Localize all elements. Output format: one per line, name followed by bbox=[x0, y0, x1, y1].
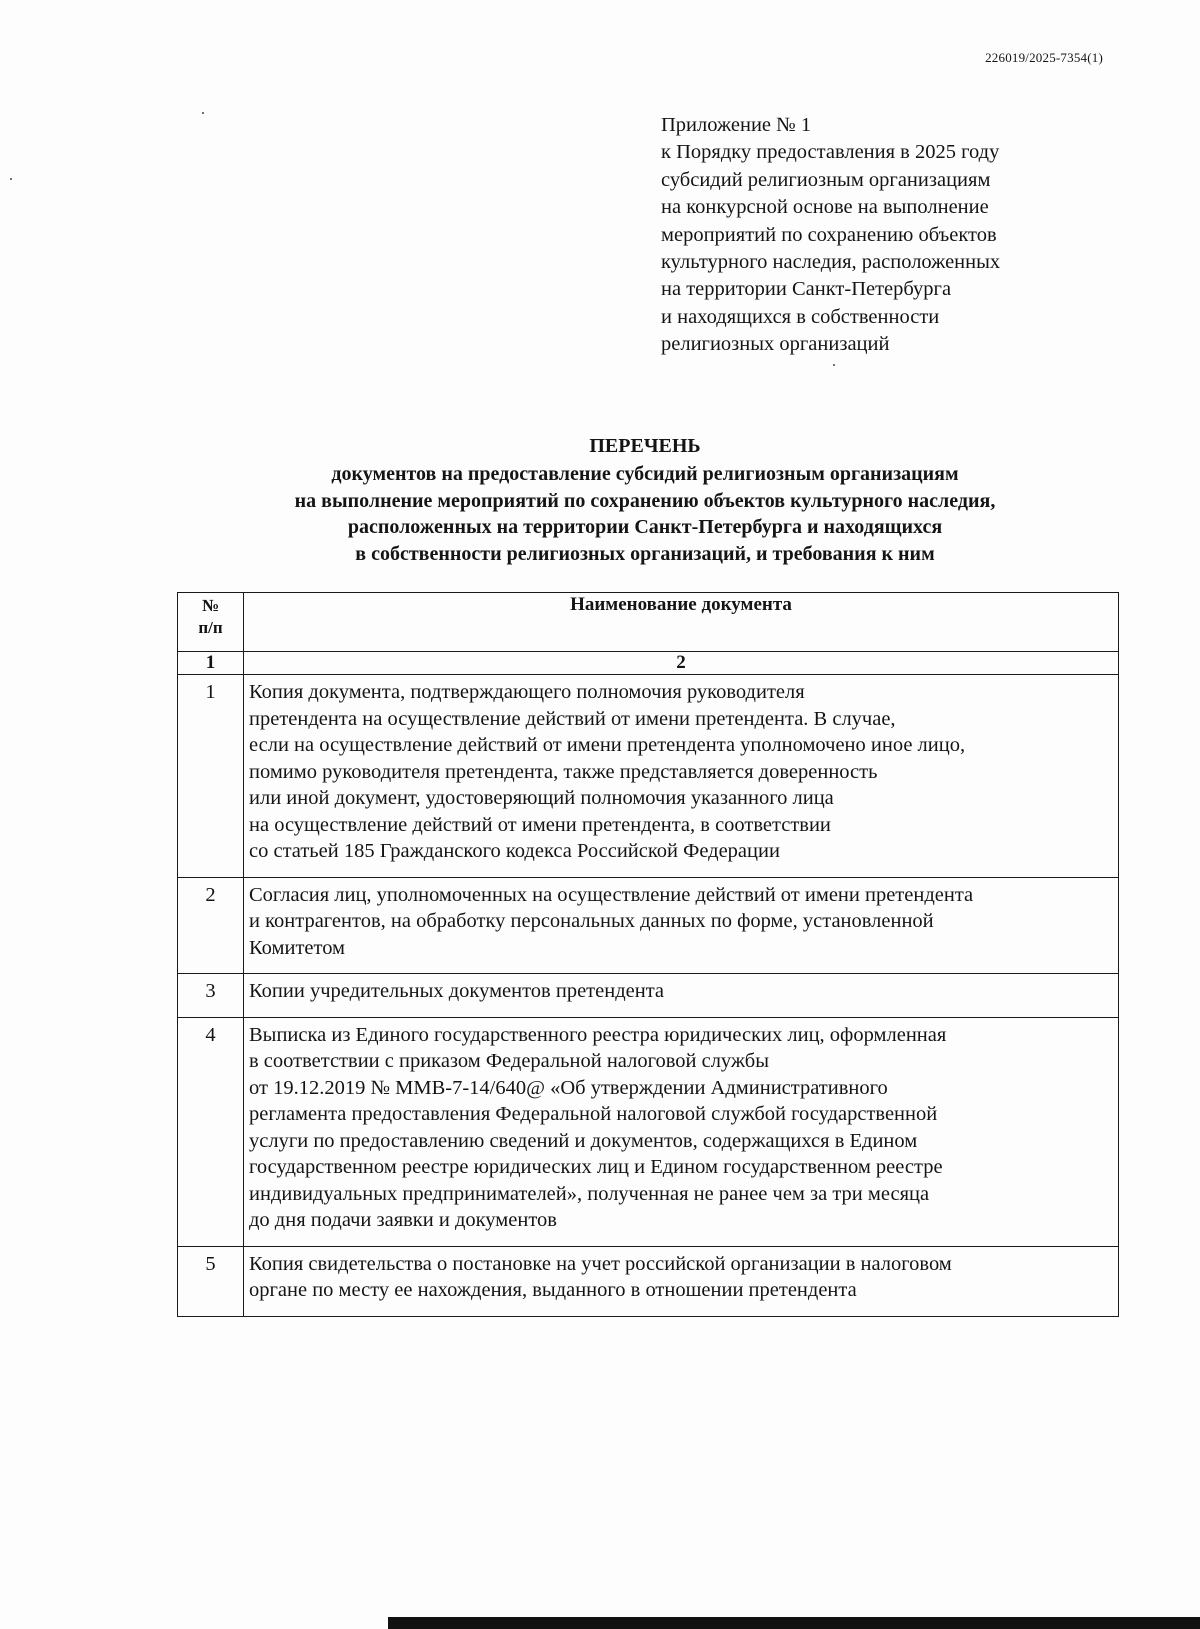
title-main: ПЕРЕЧЕНЬ bbox=[589, 435, 701, 457]
row-number: 4 bbox=[178, 1017, 244, 1246]
header-num-abbr: п/п bbox=[198, 618, 223, 637]
row-text-line: Выписка из Единого государственного реестра юридических лиц, оформленная bbox=[249, 1023, 947, 1046]
row-text-line: до дня подачи заявки и документов bbox=[249, 1209, 557, 1231]
row-text-line: Копии учредительных документов претендента bbox=[249, 980, 665, 1002]
appendix-line: культурного наследия, расположенных bbox=[661, 251, 1001, 274]
header-num-symbol: № bbox=[201, 596, 220, 615]
appendix-line: субсидий религиозным организациям bbox=[661, 168, 991, 191]
scan-speck bbox=[10, 178, 12, 180]
row-text bbox=[244, 1017, 1119, 1246]
row-text-line: индивидуальных предпринимателей», полученная не ранее чем за три месяца bbox=[249, 1182, 930, 1205]
appendix-line: Приложение № 1 bbox=[661, 114, 812, 136]
title-line: в собственности религиозных организаций, и требования к ним bbox=[355, 542, 935, 565]
row-text-line: Копия свидетельства о постановке на учет российской организации в налоговом bbox=[249, 1252, 952, 1275]
table-row bbox=[178, 1246, 1119, 1316]
appendix-line: на территории Санкт-Петербурга bbox=[661, 278, 952, 301]
row-text-line: со статьей 185 Гражданского кодекса Российской Федерации bbox=[249, 840, 780, 862]
row-text-line: в соответствии с приказом Федеральной налоговой службы bbox=[249, 1050, 770, 1072]
table-header-row bbox=[178, 593, 1119, 652]
row-text-line: Комитетом bbox=[249, 936, 346, 959]
index-name-cell: 2 bbox=[244, 652, 1119, 675]
row-text-line: если на осуществление действий от имени претендента уполномочено иное лицо, bbox=[249, 734, 966, 756]
appendix-line: к Порядку предоставления в 2025 году bbox=[661, 141, 1000, 164]
table-row bbox=[178, 675, 1119, 878]
row-text-line: на осуществление действий от имени претендента, в соответствии bbox=[249, 813, 831, 836]
row-text-line: услуги по предоставлению сведений и документов, содержащихся в Едином bbox=[249, 1129, 918, 1152]
table-row bbox=[178, 974, 1119, 1018]
header-name-cell: Наименование документа bbox=[244, 593, 1119, 652]
appendix-line: мероприятий по сохранению объектов bbox=[661, 223, 997, 246]
document-title bbox=[150, 432, 1140, 567]
scan-edge-bar bbox=[388, 1617, 1200, 1629]
title-line: документов на предоставление субсидий религиозным организациям bbox=[331, 463, 959, 485]
row-text-line: и контрагентов, на обработку персональных данных по форме, установленной bbox=[249, 910, 934, 932]
row-number: 1 bbox=[178, 675, 244, 878]
row-text bbox=[244, 877, 1119, 974]
row-number: 3 bbox=[178, 974, 244, 1018]
row-text-line: государственном реестре юридических лиц и Едином государственном реестре bbox=[249, 1156, 943, 1178]
scan-speck bbox=[833, 364, 835, 366]
document-number: 226019/2025-7354(1) bbox=[985, 50, 1103, 65]
row-text-line: претендента на осуществление действий от имени претендента. В случае, bbox=[249, 707, 896, 730]
appendix-line: на конкурсной основе на выполнение bbox=[661, 196, 989, 219]
row-text-line: или иной документ, удостоверяющий полномочия указанного лица bbox=[249, 787, 834, 809]
row-text-line: от 19.12.2019 № ММВ-7-14/640@ «Об утверждении Административного bbox=[249, 1076, 888, 1099]
appendix-line: и находящихся в собственности bbox=[661, 305, 940, 328]
row-text-line: Копия документа, подтверждающего полномочия руководителя bbox=[249, 681, 805, 703]
documents-table bbox=[177, 592, 1119, 1317]
header-num-cell bbox=[178, 593, 244, 652]
row-text-line: органе по месту ее нахождения, выданного в отношении претендента bbox=[249, 1279, 857, 1301]
table-row bbox=[178, 1017, 1119, 1246]
title-line: расположенных на территории Санкт-Петербурга и находящихся bbox=[347, 516, 943, 538]
row-text bbox=[244, 1246, 1119, 1316]
scan-speck bbox=[202, 112, 204, 114]
row-text bbox=[244, 974, 1119, 1018]
appendix-note bbox=[661, 112, 1091, 359]
index-num-cell: 1 bbox=[178, 652, 244, 675]
title-line: на выполнение мероприятий по сохранению объектов культурного наследия, bbox=[294, 489, 996, 512]
row-number: 5 bbox=[178, 1246, 244, 1316]
row-number: 2 bbox=[178, 877, 244, 974]
row-text-line: помимо руководителя претендента, также представляется доверенность bbox=[249, 760, 878, 783]
row-text-line: Согласия лиц, уполномоченных на осуществление действий от имени претендента bbox=[249, 883, 974, 906]
table-index-row bbox=[178, 652, 1119, 675]
table-row bbox=[178, 877, 1119, 974]
row-text bbox=[244, 675, 1119, 878]
appendix-line: религиозных организаций bbox=[661, 333, 890, 356]
row-text-line: регламента предоставления Федеральной налоговой службой государственной bbox=[249, 1103, 938, 1125]
